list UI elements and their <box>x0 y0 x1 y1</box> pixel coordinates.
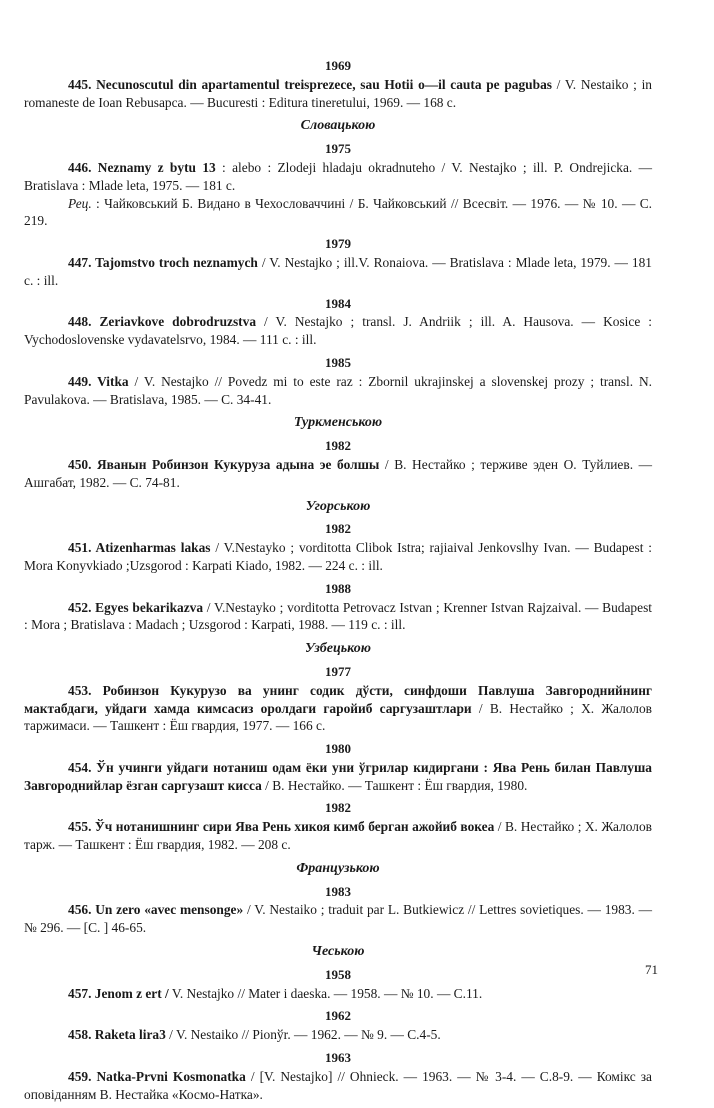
year-heading: 1963 <box>325 1050 351 1066</box>
entry-445 <box>24 76 652 112</box>
entry-title: 451. Atizenharmas lakas <box>68 540 211 556</box>
section-heading-hungarian: Угорською <box>305 498 371 514</box>
entry-details: / В. Нестайко ; терживе эден О. Туйлиев. — Ашгабат, 1982. — С. 74-81. <box>24 456 652 490</box>
section-heading-french: Французькою <box>296 860 380 876</box>
entry-details: / V. Nestaiko ; in romaneste de Ioan Rebusapca. — Bucuresti : Editura tineretului, 1969. — 168 c. <box>24 76 653 110</box>
entry-453 <box>24 682 652 735</box>
entry-title: 454. Ўн учинги уйдаги нотаниш одам ёки уни ўгрилар кидиргани : Ява Рень билан Павлуша Завгороднийлар ёзган саргузашт кисса <box>24 759 652 793</box>
entry-title: 450. Яванын Робинзон Кукуруза адына эе болшы <box>68 456 380 472</box>
entry-details: / В. Нестайко. — Ташкент : Ёш гвардия, 1980. <box>261 777 528 793</box>
entry-454 <box>24 759 652 795</box>
entry-title: 447. Tajomstvo troch neznamych <box>68 254 258 270</box>
entry-title: 446. Neznamy z bytu 13 <box>68 159 216 175</box>
entry-details: / V. Nestajko ; ill.V. Ronaiova. — Bratislava : Mlade leta, 1979. — 181 c. : ill. <box>24 254 652 288</box>
entry-details: / В. Нестайко ; Х. Жалолов тарж. — Ташкент : Ёш гвардия, 1982. — 208 с. <box>24 819 652 853</box>
year-heading: 1982 <box>325 438 351 454</box>
year-heading: 1982 <box>325 800 351 816</box>
entry-456 <box>24 901 652 937</box>
entry-title: 456. Un zero «avec mensonge» <box>68 902 244 918</box>
entry-451 <box>24 539 652 575</box>
entry-details: / V. Nestaiko ; traduit par L. Butkiewicz // Lettres sovietiques. — 1983. — № 296. — [С. ] 46-65. <box>24 902 652 936</box>
entry-title: 445. Necunoscutul din apartamentul treisprezece, sau Hotii o—il cauta pe pagubas <box>68 76 552 92</box>
year-heading: 1983 <box>325 883 351 899</box>
entry-448 <box>24 313 652 349</box>
year-heading: 1979 <box>325 236 351 252</box>
entry-details: / V.Nestayko ; vorditotta Clibok Istra; rajiaival Jenkovslhy Ivan. — Budapest : Mora Konyvkiado ;Uzsgorod : Karpati Kiado, 1982. — 224 c. : ill. <box>24 540 652 573</box>
review-note <box>24 195 652 231</box>
year-heading: 1982 <box>325 521 351 537</box>
year-heading: 1984 <box>325 295 351 311</box>
entry-title: 457. Jenom z ert / <box>68 985 169 1001</box>
year-heading: 1985 <box>325 354 351 370</box>
section-heading-slovak: Словацькою <box>300 118 376 134</box>
year-heading: 1980 <box>325 741 351 757</box>
entry-details: / [V. Nestajko] // Ohnieck. — 1963. — № 3-4. — С.8-9. — Комікс за оповіданням В. Нестайка «Космо-Натка». <box>24 1068 652 1102</box>
entry-title: 453. Робинзон Кукурузо ва унинг содик дўсти, синфдоши Павлуша Завгороднийнинг мактабдаги, уйдаги хамда кимсасиз оролдаги гаройиб саргузаштлари <box>24 682 652 716</box>
entry-450 <box>24 456 652 492</box>
entry-447 <box>24 254 652 290</box>
entry-title: 459. Natka-Prvni Kosmonatka <box>68 1068 246 1084</box>
entry-455 <box>24 818 652 854</box>
entry-details: V. Nestajko // Mater i daeska. — 1958. — № 10. — С.11. <box>168 985 483 1001</box>
entry-details: : alebo : Zlodeji hladaju okradnuteho / V. Nestajko ; ill. P. Ondrejicka. — Bratislava : Mlade leta, 1975. — 181 c. <box>24 159 652 193</box>
year-heading: 1962 <box>325 1008 351 1024</box>
entry-title: 448. Zeriavkove dobrodruzstva <box>68 314 257 330</box>
page-number: 71 <box>645 962 658 977</box>
year-heading: 1975 <box>325 141 351 157</box>
entry-title: 452. Egyes bekarikazva <box>68 599 204 615</box>
entry-459 <box>24 1068 652 1104</box>
section-heading-uzbek: Узбецькою <box>305 641 371 657</box>
entry-446 <box>24 159 652 195</box>
year-heading: 1958 <box>325 966 351 982</box>
year-heading: 1977 <box>325 663 351 679</box>
section-heading-turkmen: Туркменською <box>293 415 383 431</box>
year-heading: 1988 <box>325 580 351 596</box>
entry-details: / V. Nestajko ; transl. J. Andriik ; ill. A. Hausova. — Kosice : Vychodoslovenske vydavatelsrvo, 1984. — 111 c. : ill. <box>24 314 652 348</box>
review-label: Рец. <box>68 195 92 211</box>
entry-details: / V.Nestayko ; vorditotta Petrovacz Istvan ; Krenner Istvan Rajzaival. — Budapest : Mora ; Bratislava : Madach ; Uzsgorod : Karpati, 1988. — 119 c. : ill. <box>24 599 652 633</box>
entry-title: 458. Raketa lira3 <box>68 1027 166 1043</box>
bibliography-page <box>24 55 652 1108</box>
entry-458 <box>24 1026 652 1044</box>
entry-details: / V. Nestaiko // Pionўr. — 1962. — № 9. — С.4-5. <box>165 1027 441 1043</box>
entry-title: 449. Vitka <box>68 373 129 389</box>
entry-details: / V. Nestajko // Povedz mi to este raz : Zbornil ukrajinskej a slovenskej prozy ; transl. N. Pavulakova. — Bratislava, 1985. — C. 34-41. <box>24 373 652 407</box>
review-text: : Чайковський Б. Видано в Чехословаччині / Б. Чайковський // Всесвіт. — 1976. — № 10. — С. 219. <box>24 195 652 229</box>
entry-449 <box>24 373 652 409</box>
entry-457 <box>24 985 652 1003</box>
entry-title: 455. Ўч нотанишнинг сири Ява Рень хикоя кимб берган ажойиб вокеа <box>68 819 495 835</box>
section-heading-czech: Чеською <box>311 944 365 960</box>
year-heading: 1969 <box>325 58 351 73</box>
entry-452 <box>24 599 652 635</box>
entry-details: / В. Нестайко ; Х. Жалолов таржимаси. — Ташкент : Ёш гвардия, 1977. — 166 с. <box>24 700 652 734</box>
